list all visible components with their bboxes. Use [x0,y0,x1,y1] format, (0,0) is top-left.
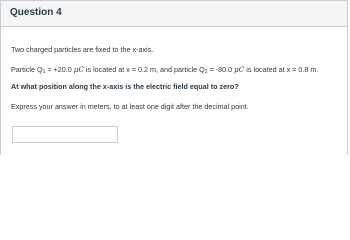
q1-unit: μC [73,65,84,74]
q1-subscript: 1 [42,69,46,75]
question-title: Question 4 [10,7,62,18]
question-body [0,26,348,155]
question-header [0,0,348,27]
answer-input[interactable] [12,126,118,143]
q2-unit: μC [234,65,245,74]
q2-subscript: 2 [204,69,208,75]
particle-description [11,65,318,74]
question-prompt: At what position along the x-axis is the electric field equal to zero? [11,82,239,91]
particle-text-4: = -80.0 [207,65,235,74]
particle-text-1: Particle Q [11,65,43,74]
particle-text-5: is located at x = 0.8 m. [244,65,319,74]
particle-text-2: = +20.0 [45,65,74,74]
question-intro: Two charged particles are fixed to the x-axis. [11,45,154,54]
particle-text-3: is located at x = 0.2 m, and particle Q [83,65,205,74]
answer-instruction: Express your answer in meters, to at least one digit after the decimal point. [11,102,249,111]
